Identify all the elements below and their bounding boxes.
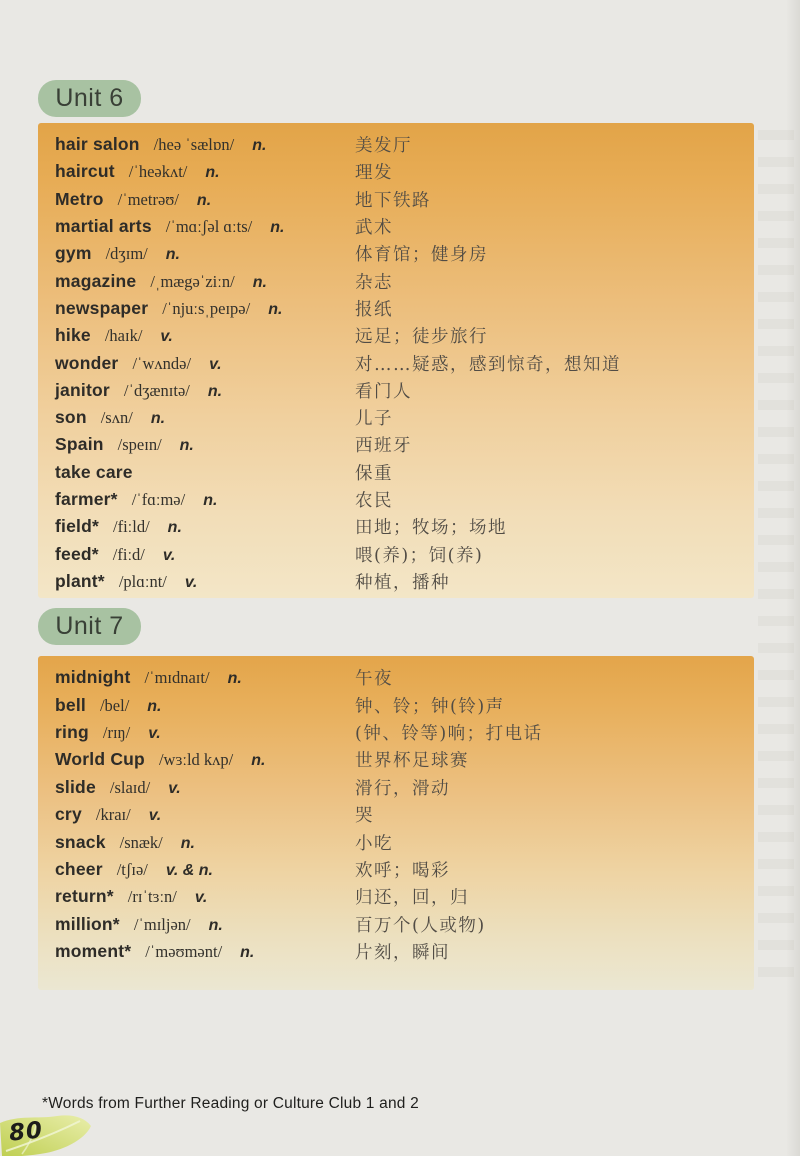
entry-phonetic: /tʃɪə/ [116,859,148,879]
entry-chinese: 看门人 [355,381,412,402]
entry-word: moment* [55,941,132,962]
entry-phonetic: /ˈmɪljən/ [133,914,191,934]
page-number: 80 [7,1117,45,1147]
entry-pos: n. [203,492,218,509]
entry-phonetic: /ˈfɑːmə/ [131,490,186,509]
vocab-row [55,883,754,910]
entry-english [55,571,355,592]
entry-english [55,380,355,401]
vocab-row [55,746,754,773]
entry-phonetic: /ˈmɑːʃəl ɑːts/ [165,217,253,237]
vocab-row [55,377,754,404]
unit-6-vocab-rows [38,123,754,595]
entry-phonetic: /sʌn/ [100,408,133,428]
vocab-row [55,691,754,718]
entry-chinese: 报纸 [355,299,393,320]
entry-pos: n. [205,164,220,182]
vocab-row [55,240,754,267]
entry-english [55,298,355,319]
entry-phonetic: /ˈməʊmənt/ [145,942,223,962]
entry-word: feed* [55,543,99,564]
entry-chinese: 种植，播种 [355,572,450,593]
entry-phonetic: /slaɪd/ [109,777,151,797]
entry-phonetic: /ˈmɪdnaɪt/ [144,668,210,688]
entry-word: midnight [55,667,131,688]
entry-chinese: 喂(养)；饲(养) [355,545,484,566]
entry-chinese: 滑行，滑动 [355,778,450,799]
entry-phonetic: /fiːld/ [113,517,150,537]
entry-english [55,489,355,510]
entry-english [55,859,355,880]
vocab-row [55,856,754,883]
entry-chinese: 归还，回，归 [355,888,469,909]
entry-pos: n. [167,519,182,537]
unit-6-heading [38,80,141,117]
entry-word: ring [55,721,89,742]
vocab-row [55,719,754,746]
entry-chinese: 世界杯足球赛 [355,751,469,772]
entry-pos: n. [270,219,285,237]
entry-english [55,941,355,962]
entry-english [55,353,355,374]
entry-phonetic: /plɑːnt/ [118,571,167,591]
entry-phonetic: /snæk/ [119,832,163,852]
entry-word: hair salon [55,134,140,155]
entry-chinese: 地下铁路 [355,190,431,211]
vocab-row [55,131,754,158]
entry-english [55,804,355,825]
page-edge-shadow [786,0,800,1156]
entry-word: bell [55,694,86,715]
entry-chinese: 哭 [355,806,374,827]
entry-english [55,886,355,907]
vocab-row [55,486,754,513]
entry-word: janitor [55,379,110,400]
vocab-row [55,295,754,322]
vocab-row [55,774,754,801]
entry-pos: v. [209,355,222,373]
vocab-row [55,459,754,486]
entry-word: plant* [55,570,105,591]
entry-chinese: (钟、铃等)响；打电话 [355,723,543,744]
entry-pos: n. [165,246,180,264]
entry-phonetic: /rɪˈtɜːn/ [127,887,177,907]
entry-pos: v. [194,889,208,907]
vocab-row [55,568,754,595]
entry-pos: n. [196,191,212,209]
entry-phonetic: /ˈheəkʌt/ [128,162,188,182]
entry-chinese: 钟、铃；钟(铃)声 [355,696,505,717]
vocab-row [55,322,754,349]
entry-english [55,434,355,455]
entry-phonetic: /dʒɪm/ [105,244,148,264]
entry-word: field* [55,516,99,537]
entry-word: return* [55,886,114,907]
entry-phonetic: /rɪŋ/ [102,722,131,742]
unit-6-label: Unit 6 [55,84,124,112]
entry-word: take care [55,461,133,482]
entry-english [55,134,355,155]
entry-english [55,749,355,770]
entry-word: cheer [55,858,103,879]
entry-phonetic: /kraɪ/ [95,805,131,825]
entry-word: cry [55,804,82,825]
entry-word: slide [55,776,96,797]
entry-english [55,243,355,264]
vocab-row [55,513,754,540]
entry-phonetic: /wɜːld kʌp/ [158,750,234,770]
entry-pos: v. [184,573,198,591]
entry-pos: n. [252,273,267,291]
entry-pos: n. [150,410,166,428]
entry-phonetic: /haɪk/ [104,326,143,346]
unit-6-vocab-panel [38,123,754,598]
entry-english [55,516,355,537]
entry-english [55,695,355,716]
vocab-row [55,213,754,240]
entry-pos: v. [148,807,162,825]
vocab-row [55,158,754,185]
entry-word: wonder [55,352,119,373]
entry-english [55,544,355,565]
unit-7-heading [38,608,141,645]
entry-pos: n. [147,697,162,715]
entry-english [55,914,355,935]
entry-phonetic: /ˈnjuːsˌpeɪpə/ [162,298,251,318]
entry-word: Metro [55,188,104,209]
vocab-row [55,664,754,691]
entry-english [55,667,355,688]
entry-chinese: 农民 [355,491,393,511]
entry-pos: v. [148,724,161,742]
entry-word: Spain [55,434,104,455]
unit-7-label: Unit 7 [55,612,124,640]
entry-phonetic: /ˈdʒænɪtə/ [123,380,190,400]
entry-word: martial arts [55,216,152,237]
entry-chinese: 美发厅 [355,136,412,157]
entry-chinese: 体育馆；健身房 [355,245,488,266]
entry-word: magazine [55,270,137,291]
entry-chinese: 小吃 [355,833,393,854]
entry-chinese: 午夜 [355,669,393,690]
entry-phonetic: /fiːd/ [112,544,145,564]
entry-word: million* [55,913,120,934]
unit-7-vocab-panel [38,656,754,990]
entry-chinese: 杂志 [355,272,393,293]
page-number-leaf [0,1112,94,1156]
entry-chinese: 片刻，瞬间 [355,943,450,964]
entry-chinese: 理发 [355,163,393,184]
entry-word: hike [55,325,91,346]
vocab-row [55,540,754,567]
vocab-row [55,404,754,431]
entry-chinese: 远足；徒步旅行 [355,327,488,348]
entry-pos: v. & n. [165,861,213,879]
entry-pos: v. [160,328,173,346]
entry-chinese: 欢呼；喝彩 [355,860,450,881]
unit-7-vocab-rows [38,656,754,965]
entry-chinese: 百万个(人或物) [355,915,486,936]
entry-english [55,462,355,483]
entry-word: World Cup [55,749,145,770]
entry-english [55,189,355,210]
entry-english [55,407,355,428]
vocab-row [55,431,754,458]
vocab-row [55,801,754,828]
entry-pos: v. [162,546,176,564]
entry-english [55,832,355,853]
entry-english [55,271,355,292]
entry-word: son [55,407,87,428]
entry-english [55,216,355,237]
vocab-row [55,911,754,938]
entry-pos: n. [179,437,194,455]
vocab-row [55,186,754,213]
entry-phonetic: /bel/ [99,695,130,715]
entry-chinese: 西班牙 [355,436,412,457]
vocab-row [55,828,754,855]
entry-phonetic: /ˈmetrəʊ/ [117,189,179,209]
entry-pos: n. [251,752,266,770]
vocab-row [55,349,754,376]
entry-pos: n. [180,834,195,852]
entry-phonetic: /ˌmægəˈziːn/ [150,271,235,291]
vocab-row [55,938,754,965]
entry-word: newspaper [55,297,149,318]
entry-pos: v. [168,779,181,797]
entry-chinese: 保重 [355,463,393,484]
vocab-row [55,267,754,294]
entry-english [55,161,355,182]
entry-word: farmer* [55,489,118,509]
entry-pos: n. [252,137,267,155]
entry-pos: n. [208,916,223,934]
entry-phonetic: /ˈwʌndə/ [132,353,192,373]
entry-pos: n. [268,300,283,318]
entry-pos: n. [227,670,242,688]
entry-word: gym [55,243,92,264]
entry-chinese: 对……疑惑，感到惊奇，想知道 [355,354,621,375]
entry-english [55,777,355,798]
entry-pos: n. [207,382,223,400]
entry-phonetic: /heə ˈsælɒn/ [153,135,235,155]
entry-phonetic: /speɪn/ [117,435,162,455]
entry-word: haircut [55,161,115,182]
entry-pos: n. [240,944,255,962]
entry-chinese: 田地；牧场；场地 [355,518,507,539]
entry-chinese: 儿子 [355,409,393,430]
footnote: *Words from Further Reading or Culture Club 1 and 2 [42,1095,419,1112]
entry-word: snack [55,831,106,852]
entry-english [55,722,355,743]
entry-english [55,325,355,346]
entry-chinese: 武术 [355,218,393,239]
